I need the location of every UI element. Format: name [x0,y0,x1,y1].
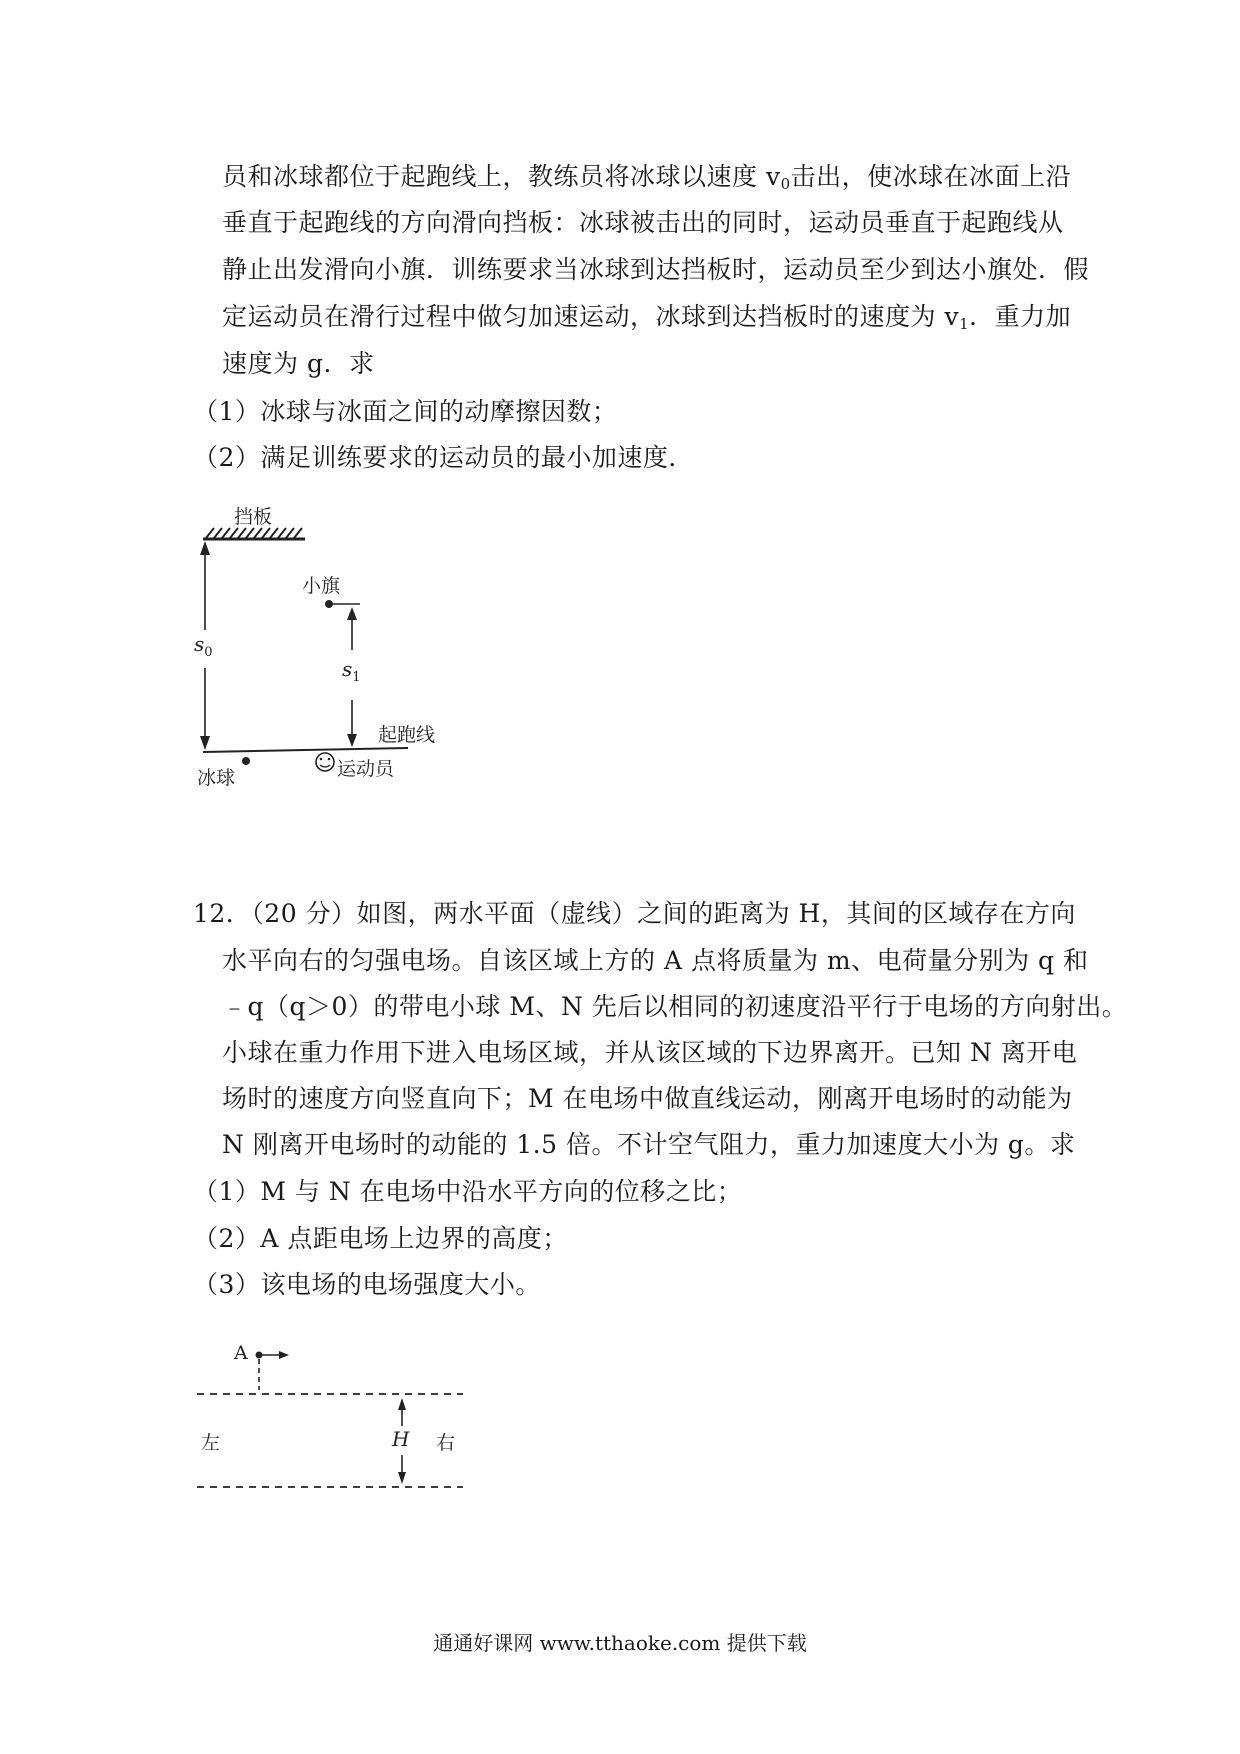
s1-letter: s [342,657,353,681]
h-arrowhead-up [398,1398,406,1410]
h-arrowhead-down [398,1472,406,1484]
p12-question-3: （3）该电场的电场强度大小。 [193,1270,541,1299]
start-line [203,748,408,752]
p12-line-6: N 刚离开电场时的动能的 1.5 倍。不计空气阻力，重力加速度大小为 g。求 [222,1130,1076,1159]
s0-arrowhead-up [200,541,210,555]
left-label: 左 [201,1432,221,1454]
v0-subscript: 0 [780,175,791,193]
p12-question-1: （1）M 与 N 在电场中沿水平方向的位移之比； [193,1177,743,1206]
p11-line-1-a: 员和冰球都位于起跑线上，教练员将冰球以速度 v [222,162,781,191]
p12-question-2: （2）A 点距电场上边界的高度； [193,1224,568,1253]
athlete-label: 运动员 [337,758,395,780]
p12-line-4: 小球在重力作用下进入电场区域，并从该区域的下边界离开。已知 N 离开电 [222,1038,1078,1067]
start-line-label: 起跑线 [378,724,436,746]
p11-question-1: （1）冰球与冰面之间的动摩擦因数； [193,397,618,426]
height-h-label: H [392,1427,410,1451]
p11-line-1-b: 击出，使冰球在冰面上沿 [790,162,1072,191]
point-a-label: A [234,1342,248,1364]
right-label: 右 [436,1432,456,1454]
p12-line-2: 水平向右的匀强电场。自该区域上方的 A 点将质量为 m、电荷量分别为 q 和 [222,946,1089,975]
s0-letter: s [194,632,205,656]
puck-label: 冰球 [197,767,236,789]
s1-arrowhead-up [347,607,357,620]
page-footer: 通通好课网 www.tthaoke.com 提供下载 [433,1631,807,1655]
s0-label [194,632,213,660]
p11-question-2: （2）满足训练要求的运动员的最小加速度． [193,443,694,472]
s1-arrowhead-down [347,734,357,747]
baffle-hatching [206,528,302,538]
p11-line-4-a: 定运动员在滑行过程中做匀加速运动，冰球到达挡板时的速度为 v [222,302,960,331]
athlete-smiley-icon [316,753,334,771]
baffle-label: 挡板 [234,506,273,528]
point-a-dot [256,1352,263,1359]
p11-line-3: 静止出发滑向小旗．训练要求当冰球到达挡板时，运动员至少到达小旗处．假 [222,255,1090,284]
s1-subscript: 1 [352,670,361,685]
p12-line-3: ﹣q（q＞0）的带电小球 M、N 先后以相同的初速度沿平行于电场的方向射出。 [222,992,1128,1021]
puck-dot [242,757,250,765]
s1-label [342,657,361,685]
p12-line-5: 场时的速度方向竖直向下；M 在电场中做直线运动，刚离开电场时的动能为 [222,1084,1073,1113]
v1-subscript: 1 [959,315,970,333]
s0-arrowhead-down [200,736,210,750]
initial-velocity-arrowhead [279,1351,289,1359]
s0-subscript: 0 [204,645,213,660]
p11-line-5: 速度为 g．求 [222,349,375,378]
flag-label: 小旗 [302,575,341,597]
p11-line-2: 垂直于起跑线的方向滑向挡板：冰球被击出的同时，运动员垂直于起跑线从 [222,208,1064,237]
p11-line-4-b: ．重力加 [969,302,1072,331]
p12-line-1: 12．（20 分）如图，两水平面（虚线）之间的距离为 H，其间的区域存在方向 [193,899,1076,928]
